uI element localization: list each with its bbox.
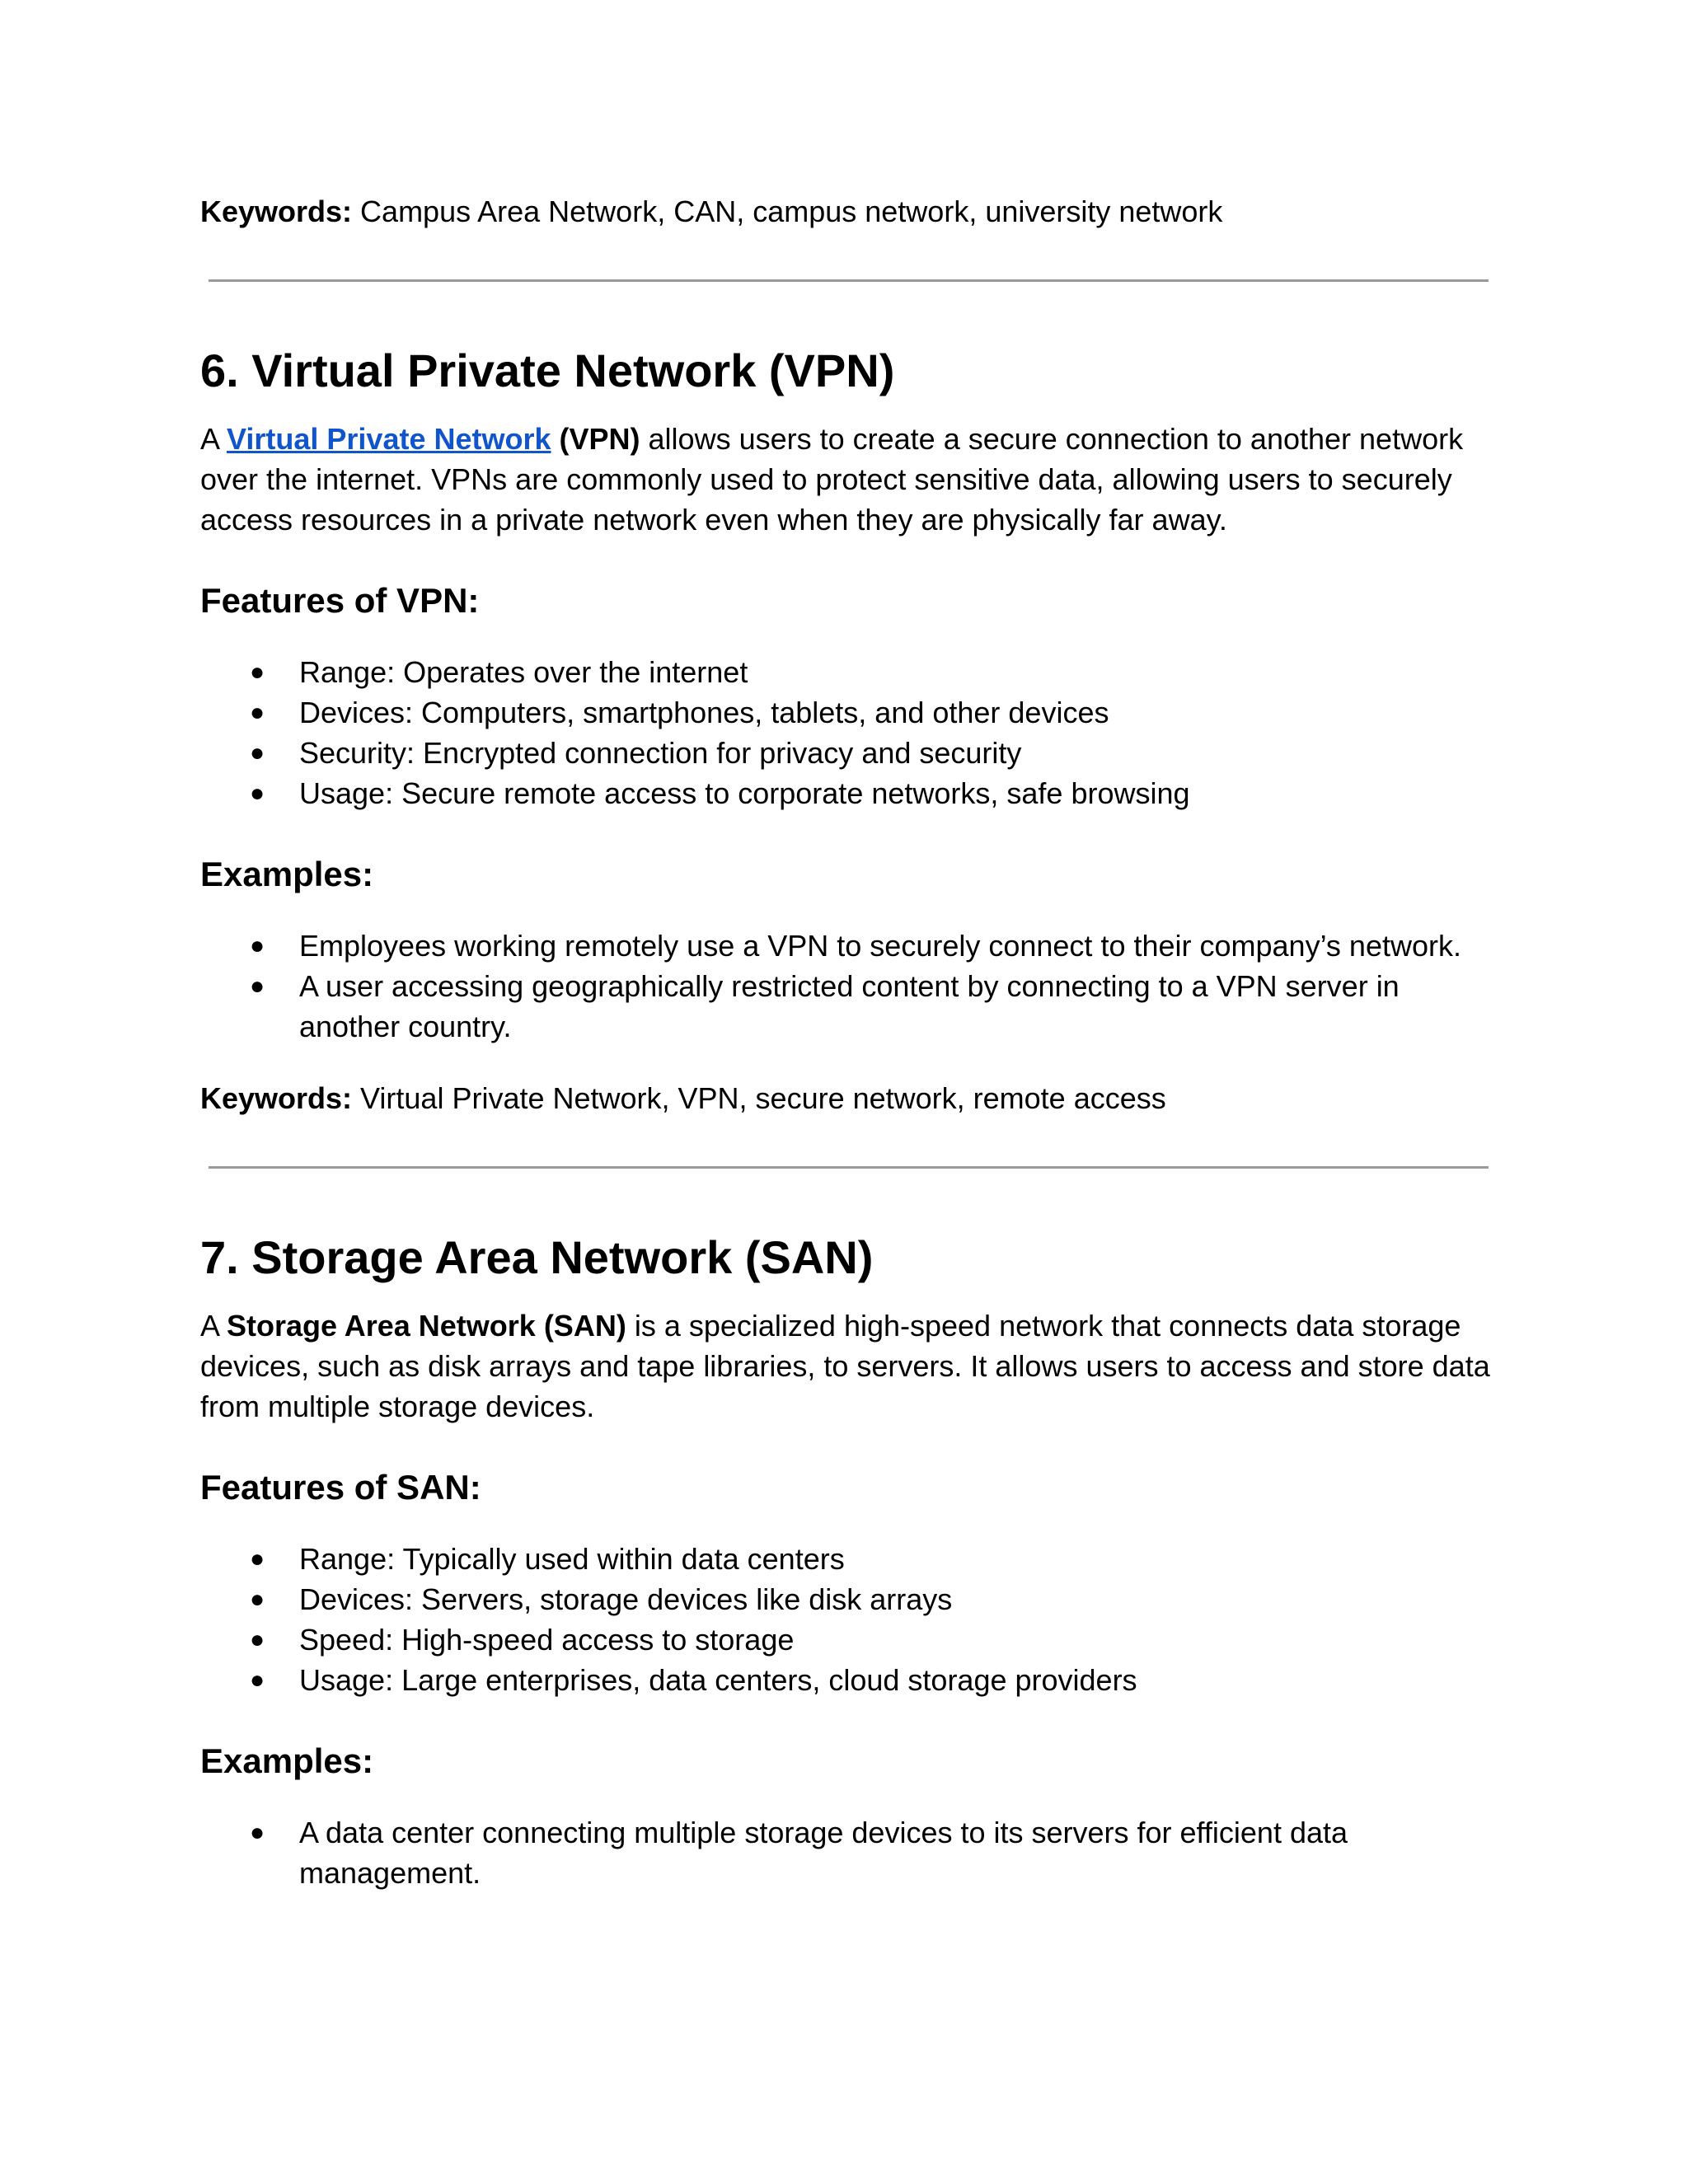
- san-examples-list: [200, 1812, 1503, 1893]
- bullet-icon: ●: [250, 1545, 265, 1572]
- list-item-text: Range: Typically used within data centers: [299, 1542, 845, 1576]
- list-item: [200, 773, 1503, 813]
- list-item-text: A data center connecting multiple storage devices to its servers for efficient data management.: [299, 1816, 1348, 1890]
- list-item-text: Employees working remotely use a VPN to securely connect to their company’s network.: [299, 929, 1461, 963]
- bullet-icon: ●: [250, 932, 265, 959]
- bullet-icon: ●: [250, 780, 265, 807]
- san-intro-text: is a specialized high-speed network that connects data storage devices, such as disk arrays and tape libraries, to servers. It allows users to access and store data from multiple storage devices.: [200, 1309, 1490, 1423]
- list-item: [200, 1579, 1503, 1619]
- vpn-intro: [200, 419, 1503, 540]
- keywords-label: Keywords:: [200, 1081, 353, 1115]
- list-item: [200, 966, 1503, 1047]
- bullet-icon: ●: [250, 1666, 265, 1694]
- list-item: [200, 733, 1503, 773]
- section-divider: [209, 279, 1489, 282]
- list-item: [200, 1619, 1503, 1660]
- san-features-heading: Features of SAN:: [200, 1468, 481, 1507]
- keywords-text: Campus Area Network, CAN, campus network, university network: [352, 194, 1223, 228]
- san-features-list: [200, 1539, 1503, 1700]
- list-item: [200, 1660, 1503, 1700]
- vpn-intro-prefix: A: [200, 422, 227, 456]
- list-item-text: Speed: High-speed access to storage: [299, 1623, 795, 1657]
- list-item: [200, 926, 1503, 966]
- list-item-text: Usage: Secure remote access to corporate networks, safe browsing: [299, 776, 1190, 810]
- list-item-text: Security: Encrypted connection for privacy and security: [299, 736, 1022, 770]
- san-intro: [200, 1305, 1503, 1427]
- bullet-icon: ●: [250, 699, 265, 726]
- vpn-features-list: [200, 652, 1503, 813]
- section-divider: [209, 1166, 1489, 1169]
- list-item: [200, 652, 1503, 692]
- bullet-icon: ●: [250, 739, 265, 766]
- vpn-intro-text: allows users to create a secure connection to another network over the internet. VPNs are commonly used to protect sensitive data, allowing users to securely access resources in a private network even when they are physically far away.: [200, 422, 1464, 537]
- list-item: [200, 692, 1503, 733]
- list-item: [200, 1539, 1503, 1579]
- vpn-keywords: [200, 1078, 1503, 1118]
- vpn-heading: 6. Virtual Private Network (VPN): [200, 344, 895, 396]
- san-examples-heading: Examples:: [200, 1741, 374, 1780]
- keywords-label: Keywords:: [200, 194, 353, 228]
- list-item-text: Devices: Computers, smartphones, tablets, and other devices: [299, 696, 1109, 729]
- bullet-icon: ●: [250, 1819, 265, 1846]
- vpn-link[interactable]: Virtual Private Network: [227, 422, 551, 456]
- list-item-text: A user accessing geographically restricted content by connecting to a VPN server in another country.: [299, 969, 1400, 1043]
- document-content: [200, 191, 1503, 1893]
- vpn-examples-heading: Examples:: [200, 855, 374, 893]
- vpn-examples-list: [200, 926, 1503, 1047]
- list-item-text: Usage: Large enterprises, data centers, cloud storage providers: [299, 1663, 1137, 1697]
- san-intro-prefix: A: [200, 1309, 227, 1343]
- list-item-text: Devices: Servers, storage devices like disk arrays: [299, 1582, 953, 1616]
- vpn-abbrev: (VPN): [551, 422, 640, 456]
- list-item-text: Range: Operates over the internet: [299, 655, 748, 689]
- bullet-icon: ●: [250, 972, 265, 1000]
- san-term: Storage Area Network (SAN): [227, 1309, 626, 1343]
- list-item: [200, 1812, 1503, 1893]
- campus-keywords: [200, 191, 1503, 232]
- keywords-text: Virtual Private Network, VPN, secure network, remote access: [352, 1081, 1166, 1115]
- bullet-icon: ●: [250, 658, 265, 686]
- bullet-icon: ●: [250, 1626, 265, 1653]
- bullet-icon: ●: [250, 1586, 265, 1613]
- san-heading: 7. Storage Area Network (SAN): [200, 1231, 874, 1283]
- vpn-features-heading: Features of VPN:: [200, 581, 480, 620]
